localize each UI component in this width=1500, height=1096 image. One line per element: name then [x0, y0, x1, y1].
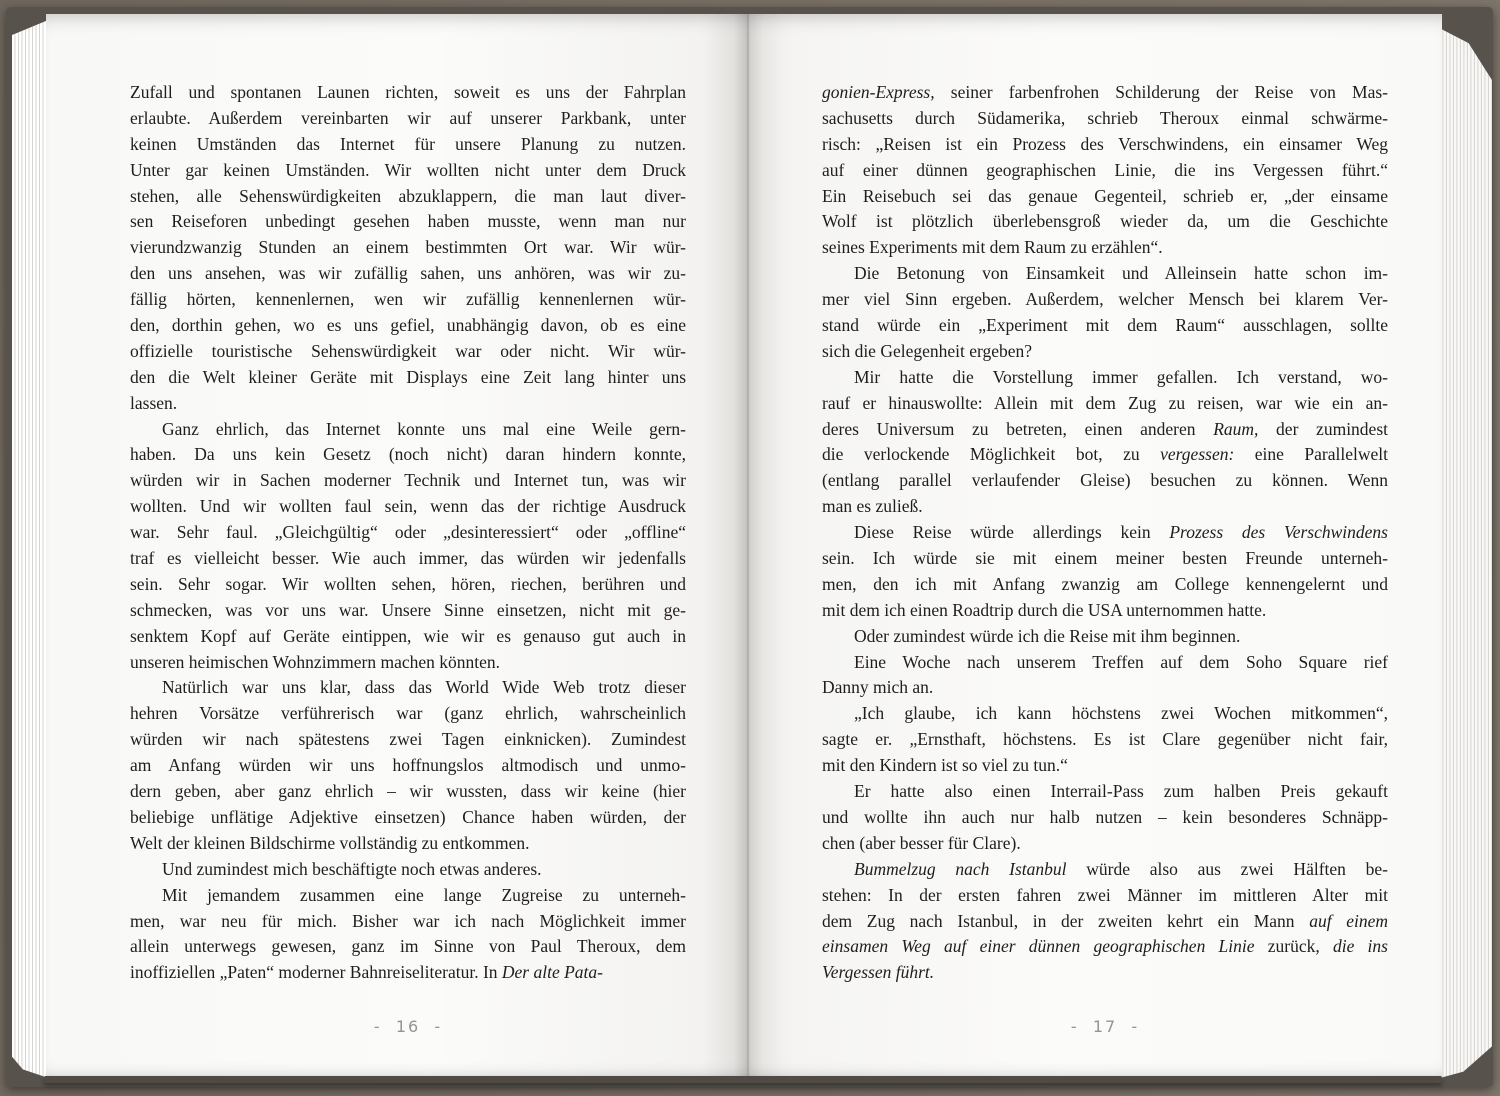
text-line: risch: „Reisen ist ein Prozess des Verschwindens, ein einsamer Weg: [822, 133, 1388, 154]
paragraph: [822, 857, 1388, 986]
paragraph: [822, 624, 1388, 650]
left-page-number: - 16 -: [373, 1017, 443, 1036]
text-line: den uns ansehen, was wir zufällig sahen, uns anhören, was wir zu-: [130, 263, 686, 284]
text-line: Vergessen führt.: [822, 962, 935, 983]
paragraph: [822, 701, 1388, 779]
text-line: haben. Da uns kein Gesetz (noch nicht) daran hindern konnte,: [130, 444, 686, 465]
paragraph: [822, 365, 1388, 520]
text-line: hehren Vorsätze verführerisch war (ganz ehrlich, wahrscheinlich: [130, 703, 686, 724]
right-page-text: [822, 80, 1388, 986]
text-line: Mir hatte die Vorstellung immer gefallen. Ich verstand, wo-: [854, 366, 1388, 387]
text-line: inoffiziellen „Paten“ moderner Bahnreiseliteratur. In Der alte Pata-: [130, 962, 603, 983]
text-line: vierundzwanzig Stunden an einem bestimmten Ort war. Wir wür-: [130, 237, 686, 258]
text-line: allein unterwegs gewesen, ganz im Sinne von Paul Theroux, dem: [130, 936, 686, 957]
text-line: lassen.: [130, 392, 178, 413]
text-line: beliebige unflätige Adjektive einsetzen) Chance haben würden, der: [130, 806, 686, 827]
paragraph: [822, 650, 1388, 702]
text-line: rauf er hinauswollte: Allein mit dem Zug zu reisen, war wie ein an-: [822, 392, 1388, 413]
text-line: Diese Reise würde allerdings kein Prozess des Verschwindens: [854, 522, 1388, 543]
paragraph: [130, 857, 686, 883]
text-line: „Ich glaube, ich kann höchstens zwei Wochen mitkommen“,: [854, 703, 1388, 724]
text-line: men, den ich mit Anfang zwanzig am College kennengelernt und: [822, 573, 1388, 594]
left-page-text: [130, 80, 686, 986]
text-line: seines Experiments mit dem Raum zu erzählen“.: [822, 237, 1163, 258]
text-line: Und zumindest mich beschäftigte noch etwas anderes.: [162, 858, 542, 879]
text-line: am Anfang würden wir uns hoffnungslos altmodisch und unmo-: [130, 755, 686, 776]
left-page: [46, 14, 748, 1078]
text-line: war. Sehr faul. „Gleichgültig“ oder „desinteressiert“ oder „offline“: [130, 522, 686, 543]
text-line: senktem Kopf auf Geräte eintippen, wie wir es genauso gut auch in: [130, 625, 686, 646]
text-line: dem Zug nach Istanbul, in der zweiten kehrt ein Mann auf einem: [822, 910, 1388, 931]
text-line: würden wir in Sachen moderner Technik und Internet tun, was wir: [130, 470, 686, 491]
text-line: fällig hörten, kennenlernen, wen wir zufällig kennenlernen wür-: [130, 289, 686, 310]
text-line: Zufall und spontanen Launen richten, soweit es uns der Fahrplan: [130, 82, 686, 102]
text-line: Bummelzug nach Istanbul würde also aus zwei Hälften be-: [854, 858, 1388, 879]
bottom-page-edge: [44, 1076, 1442, 1083]
text-line: die verlockende Möglichkeit bot, zu vergessen: eine Parallelwelt: [822, 444, 1388, 465]
text-line: sagte er. „Ernsthaft, höchstens. Es ist Clare gegenüber nicht fair,: [822, 729, 1388, 750]
text-line: mer viel Sinn ergeben. Außerdem, welcher Mensch bei klarem Ver-: [822, 289, 1388, 310]
text-line: den die Welt kleiner Geräte mit Displays eine Zeit lang hinter uns: [130, 366, 686, 387]
text-line: man es zuließ.: [822, 496, 923, 517]
text-line: mit den Kindern ist so viel zu tun.“: [822, 755, 1068, 776]
text-line: stehen: In der ersten fahren zwei Männer im mittleren Alter mit: [822, 884, 1388, 905]
paragraph: [130, 675, 686, 856]
page-edges-right: [1440, 22, 1492, 1078]
text-line: keinen Umständen das Internet für unsere Planung zu nutzen.: [130, 133, 686, 154]
text-line: den, dorthin gehen, wo es uns gefiel, unabhängig davon, ob es eine: [130, 315, 686, 336]
text-line: Mit jemandem zusammen eine lange Zugreise zu unterneh-: [162, 884, 686, 905]
text-line: sein. Ich würde sie mit einem meiner besten Freunde unterneh-: [822, 548, 1388, 569]
text-line: chen (aber besser für Clare).: [822, 832, 1021, 853]
text-line: Die Betonung von Einsamkeit und Alleinsein hatte schon im-: [854, 263, 1388, 284]
text-line: Welt der kleinen Bildschirme vollständig zu entkommen.: [130, 832, 530, 853]
text-line: mit dem ich einen Roadtrip durch die USA unternommen hatte.: [822, 599, 1267, 620]
text-line: offizielle touristische Sehenswürdigkeit war oder nicht. Wir wür-: [130, 340, 686, 361]
text-line: men, war neu für mich. Bisher war ich nach Möglichkeit immer: [130, 910, 686, 931]
text-line: Natürlich war uns klar, dass das World Wide Web trotz dieser: [162, 677, 686, 698]
text-line: (entlang parallel verlaufender Gleise) besuchen zu können. Wenn: [822, 470, 1388, 491]
text-line: sein. Sehr sogar. Wir wollten sehen, hören, riechen, berühren und: [130, 573, 686, 594]
text-line: dern geben, aber ganz ehrlich – wir wussten, dass wir keine (hier: [130, 781, 686, 802]
text-line: schmecken, was vor uns war. Unsere Sinne einsetzen, nicht mit ge-: [130, 599, 686, 620]
text-line: stehen, alle Sehenswürdigkeiten abzuklappern, die man laut diver-: [130, 185, 686, 206]
text-line: Unter gar keinen Umständen. Wir wollten nicht unter dem Druck: [130, 159, 686, 180]
text-line: und wollte ihn auch nur halb nutzen – kein besonderes Schnäpp-: [822, 806, 1388, 827]
text-line: einsamen Weg auf einer dünnen geographischen Linie zurück, die ins: [822, 936, 1388, 957]
text-line: gonien-Express, seiner farbenfrohen Schilderung der Reise von Mas-: [822, 82, 1388, 102]
paragraph: [822, 80, 1388, 261]
paragraph: [822, 779, 1388, 857]
text-line: sachusetts durch Südamerika, schrieb Theroux einmal schwärme-: [822, 107, 1388, 128]
text-line: würden wir nach spätestens zwei Tagen einknicken). Zumindest: [130, 729, 686, 750]
paragraph: [130, 417, 686, 676]
text-line: Wolf ist plötzlich überlebensgroß wieder da, um die Geschichte: [822, 211, 1388, 232]
page-edges-left: [12, 18, 48, 1080]
text-line: traf es vielleicht besser. Wie auch immer, das würden wir jedenfalls: [130, 548, 686, 569]
text-line: auf einer dünnen geographischen Linie, die ins Vergessen führt.“: [822, 159, 1388, 180]
right-page: [748, 14, 1442, 1078]
text-line: Danny mich an.: [822, 677, 934, 698]
paragraph: [822, 261, 1388, 365]
text-line: deres Universum zu betreten, einen anderen Raum, der zumindest: [822, 418, 1388, 439]
text-line: stand würde ein „Experiment mit dem Raum“ ausschlagen, sollte: [822, 315, 1388, 336]
text-line: Oder zumindest würde ich die Reise mit ihm beginnen.: [854, 625, 1241, 646]
text-line: unseren heimischen Wohnzimmern machen könnten.: [130, 651, 501, 672]
paragraph: [130, 883, 686, 987]
text-line: Ganz ehrlich, das Internet konnte uns mal eine Weile gern-: [162, 418, 686, 439]
text-line: wollten. Und wir wollten faul sein, wenn das der richtige Ausdruck: [130, 496, 686, 517]
paragraph: [130, 80, 686, 417]
text-line: Eine Woche nach unserem Treffen auf dem Soho Square rief: [854, 651, 1388, 672]
text-line: erlaubte. Außerdem vereinbarten wir auf unserer Parkbank, unter: [130, 107, 686, 128]
text-line: Er hatte also einen Interrail-Pass zum halben Preis gekauft: [854, 781, 1388, 802]
text-line: sen Reiseforen unbedingt gesehen haben musste, wenn man nur: [130, 211, 686, 232]
text-line: sich die Gelegenheit ergeben?: [822, 340, 1033, 361]
paragraph: [822, 520, 1388, 624]
right-page-number: - 17 -: [1070, 1017, 1140, 1036]
text-line: Ein Reisebuch sei das genaue Gegenteil, schrieb er, „der einsame: [822, 185, 1388, 206]
